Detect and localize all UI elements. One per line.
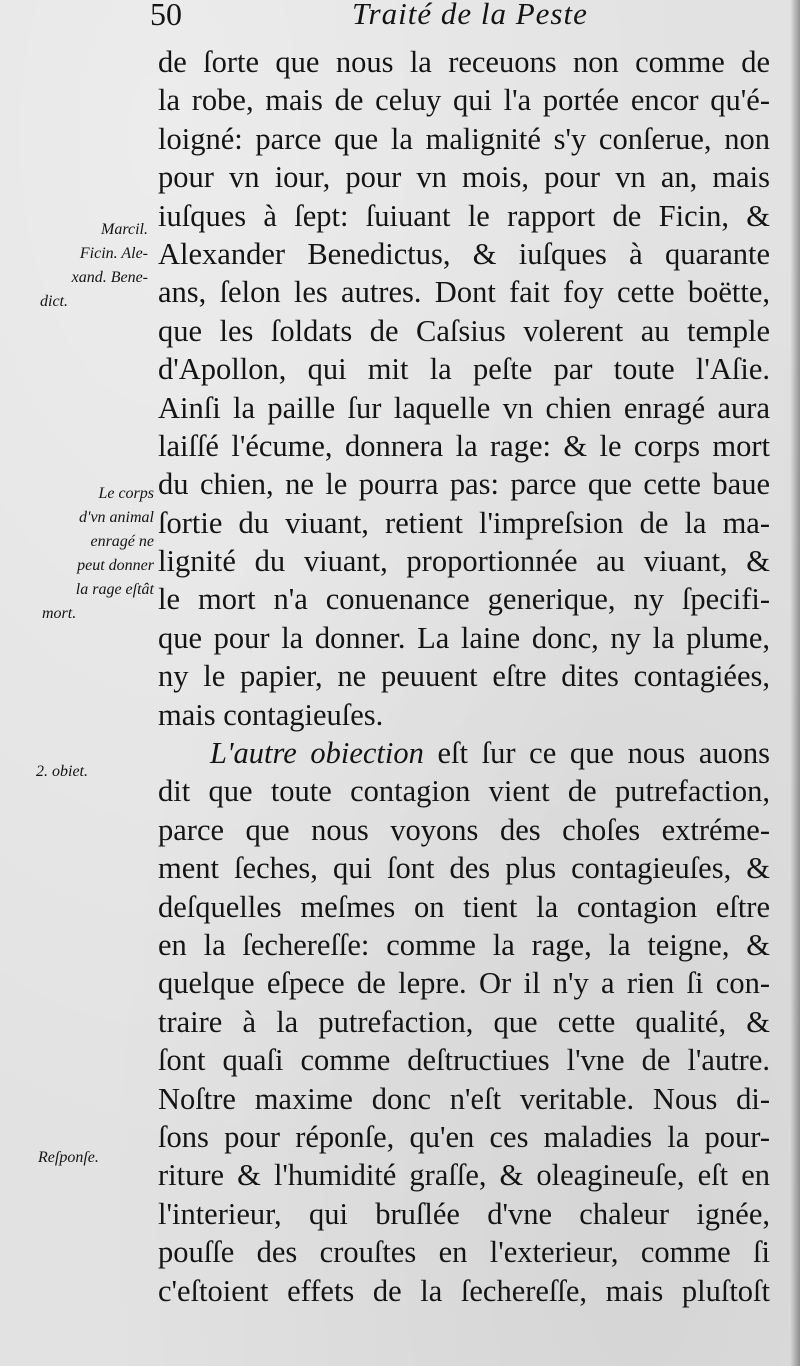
text-line: dit que toute contagion vient de putrefaction, [158,774,770,809]
text-line: Noſtre maxime donc n'eſt veritable. Nous di- [158,1081,770,1116]
text-line: traire à la putrefaction, que cette qualité, & [158,1004,770,1039]
text-line: que les ſoldats de Caſsius volerent au temple [158,313,770,348]
text-line: que pour la donner. La laine donc, ny la plume, [158,620,770,655]
margin-note-objection [36,760,88,784]
margin-note-line: Reſponſe. [38,1149,99,1166]
text-line: ſons pour réponſe, qu'en ces maladies la pour- [158,1119,770,1154]
text-line: laiſſé l'écume, donnera la rage: & le corps mort [158,428,770,463]
text-line: la robe, mais de celuy qui l'a portée encor qu'é- [158,83,770,118]
body-text [158,43,770,1310]
paragraph-lead: L'autre obiection [210,736,424,771]
margin-note-line: d'vn animal [79,509,154,526]
text-line: lignité du viuant, proportionnée au viuant, & [158,544,770,579]
text-line: en la ſechereſſe: comme la rage, la teigne, & [158,927,770,962]
text-line: ment ſeches, qui ſont des plus contagieuſes, & [158,851,770,886]
margin-note-line: Ficin. Ale- [79,245,148,262]
paragraph-first-line [158,734,770,772]
text-line: pour vn iour, pour vn mois, pour vn an, mais [158,160,770,195]
text-line: Alexander Benedictus, & iuſques à quarante [158,236,770,271]
margin-note-response [38,1146,99,1170]
running-title: Traité de la Peste [352,0,588,31]
text-line: ſortie du viuant, retient l'impreſsion de la ma- [158,505,770,540]
margin-note-ficin [40,218,148,314]
margin-note-line: la rage eſtât [75,581,154,598]
margin-note-rage [36,482,154,626]
text-line: de ſorte que nous la receuons non comme de [158,45,770,79]
margin-note-line: peut donner [77,557,154,574]
margin-note-line: mort. [42,605,77,622]
text-line: le mort n'a conuenance generique, ny ſpecifi- [158,582,770,617]
text-line: d'Apollon, qui mit la peſte par toute l'Aſie. [158,352,770,387]
text-line: riture & l'humidité graſſe, & oleagineuſe, eſt en [158,1158,770,1193]
text-line: ans, ſelon les autres. Dont fait foy cette boëtte, [158,275,770,310]
text-line: du chien, ne le pourra pas: parce que cette baue [158,467,770,502]
text-line: Ainſi la paille ſur laquelle vn chien enragé aura [158,390,770,425]
text-line: iuſques à ſept: ſuiuant le rapport de Ficin, & [158,198,770,233]
margin-note-line: Marcil. [101,221,148,238]
margin-note-line: 2. obiet. [36,763,88,780]
text-line: ſont quaſi comme deſtructiues l'vne de l'autre. [158,1043,770,1078]
paragraph-lead-rest: eſt ſur ce que nous auons [423,736,770,771]
page-number: 50 [150,0,182,32]
text-line: pouſſe des crouſtes en l'exterieur, comme ſi [158,1235,770,1270]
text-line: quelque eſpece de lepre. Or il n'y a rien ſi con- [158,966,770,1001]
margin-note-line: dict. [40,293,68,310]
margin-note-line: enragé ne [90,533,154,550]
margin-note-line: Le corps [98,485,154,502]
text-line: deſquelles meſmes on tient la contagion eſtre [158,889,770,924]
text-line: l'interieur, qui bruſlée d'vne chaleur ignée, [158,1196,770,1231]
text-line: mais contagieuſes. [158,697,384,732]
text-line: loigné: parce que la malignité s'y conſerue, non [158,121,770,156]
margin-note-line: xand. Bene- [71,269,148,286]
text-line: ny le papier, ne peuuent eſtre dites contagiées, [158,659,770,694]
text-line: c'eſtoient effets de la ſechereſſe, mais pluſtoſt [158,1273,770,1308]
text-line: parce que nous voyons des choſes extréme- [158,812,770,847]
